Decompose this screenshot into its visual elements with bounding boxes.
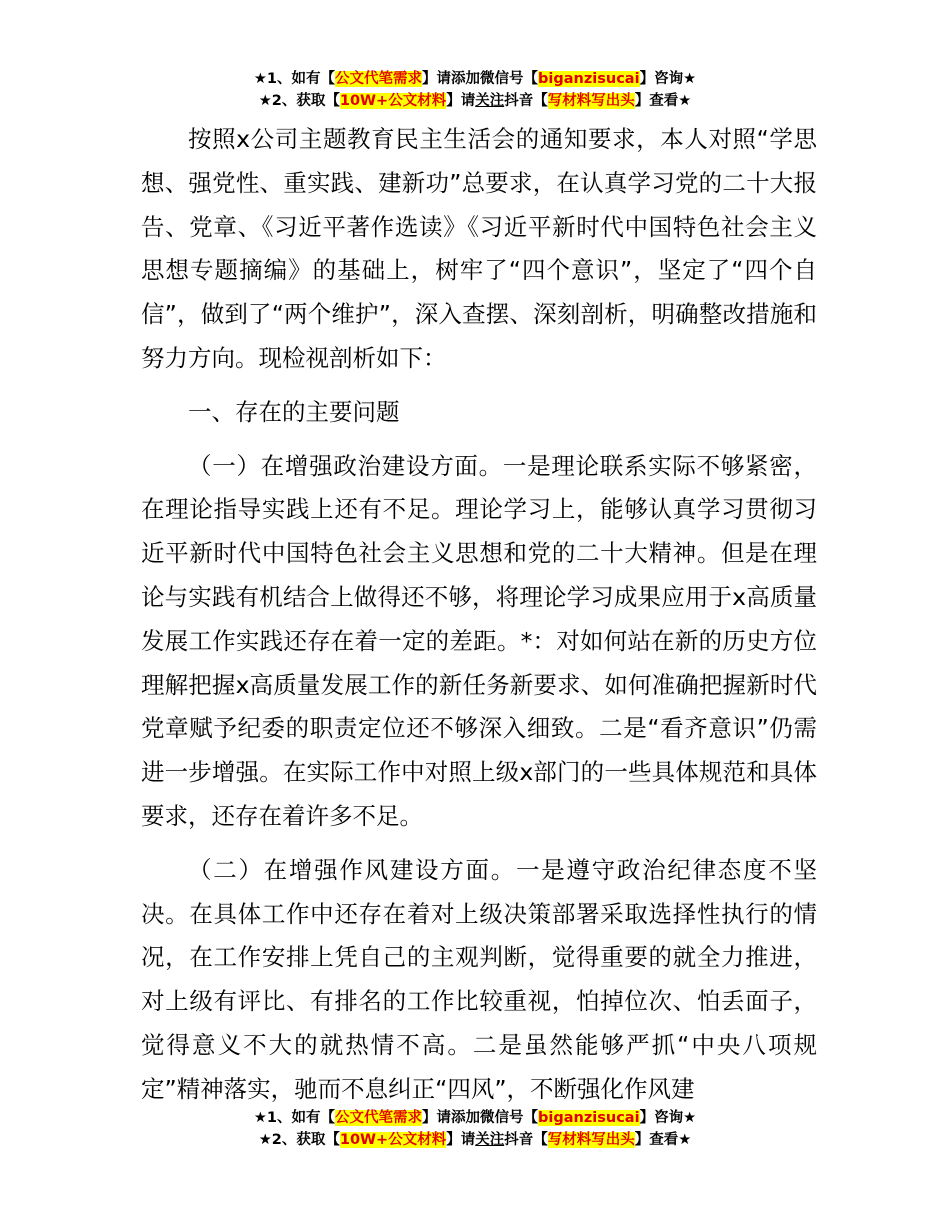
banner-text: 】请 — [446, 1132, 476, 1148]
header-banner — [0, 68, 950, 112]
banner-underline-follow: 关注 — [475, 1132, 505, 1148]
banner-text: ★2、获取【 — [258, 1132, 340, 1148]
section-heading: 一、存在的主要问题 — [188, 397, 400, 426]
banner-underline-follow: 关注 — [475, 93, 505, 109]
banner-text: 】请 — [422, 71, 452, 87]
banner-text: 微信号【 — [480, 71, 539, 87]
footer-banner — [0, 1107, 950, 1151]
banner-line-2 — [0, 1129, 950, 1151]
banner-line-2 — [0, 90, 950, 112]
banner-highlight-wechat: biganzisucai — [538, 71, 640, 87]
banner-highlight-service: 公文代笔需求 — [335, 1110, 423, 1126]
intro-paragraph: 按照x公司主题教育民主生活会的通知要求，本人对照“学思想、强党性、重实践、建新功”总要求，在认真学习党的二十大报告、党章、《习近平著作选读》《习近平新时代中国特色社会主义思想专题摘编》的基础上，树牢了“四个意识”，坚定了“四个自信”，做到了“两个维护”，深入查摆、深刻剖析，明确整改措施和努力方向。现检视剖析如下： — [141, 125, 817, 372]
banner-highlight-douyin: 写材料写出头 — [547, 93, 635, 109]
banner-highlight-materials: 10W+公文材料 — [339, 1132, 447, 1148]
banner-text: 】查看★ — [634, 93, 692, 109]
banner-text: 抖音【 — [504, 1132, 548, 1148]
banner-text: 】咨询★ — [639, 71, 697, 87]
banner-text: 抖音【 — [504, 93, 548, 109]
section-1-paragraph: （一）在增强政治建设方面。一是理论联系实际不够紧密，在理论指导实践上还有不足。理论学习上，能够认真学习贯彻习近平新时代中国特色社会主义思想和党的二十大精神。但是在理论与实践有机结合上做得还不够，将理论学习成果应用于x高质量发展工作实践还存在着一定的差距。*：对如何站在新的历史方位理解把握x高质量发展工作的新任务新要求、如何准确把握新时代党章赋予纪委的职责定位还不够深入细致。二是“看齐意识”仍需进一步增强。在实际工作中对照上级x部门的一些具体规范和具体要求，还存在着许多不足。 — [141, 451, 817, 830]
banner-text: 】查看★ — [634, 1132, 692, 1148]
banner-text: 添加 — [451, 71, 481, 87]
banner-highlight-service: 公文代笔需求 — [335, 71, 423, 87]
banner-highlight-materials: 10W+公文材料 — [339, 93, 447, 109]
banner-highlight-wechat: biganzisucai — [538, 1110, 640, 1126]
banner-text: 】请 — [422, 1110, 452, 1126]
banner-text: 添加 — [451, 1110, 481, 1126]
banner-text: 】请 — [446, 93, 476, 109]
document-body — [141, 118, 817, 1112]
banner-highlight-douyin: 写材料写出头 — [547, 1132, 635, 1148]
banner-text: ★1、如有【 — [253, 1110, 336, 1126]
banner-text: 】咨询★ — [639, 1110, 697, 1126]
banner-text: ★2、获取【 — [258, 93, 340, 109]
banner-text: ★1、如有【 — [253, 71, 336, 87]
banner-line-1 — [0, 68, 950, 90]
banner-text: 微信号【 — [480, 1110, 539, 1126]
banner-line-1 — [0, 1107, 950, 1129]
section-2-paragraph: （二）在增强作风建设方面。一是遵守政治纪律态度不坚决。在具体工作中还存在着对上级决策部署采取选择性执行的情况，在工作安排上凭自己的主观判断，觉得重要的就全力推进，对上级有评比、有排名的工作比较重视，怕掉位次、怕丢面子，觉得意义不大的就热情不高。二是虽然能够严抓“中央八项规定”精神落实，驰而不息纠正“四风”，不断强化作风建 — [141, 855, 817, 1103]
